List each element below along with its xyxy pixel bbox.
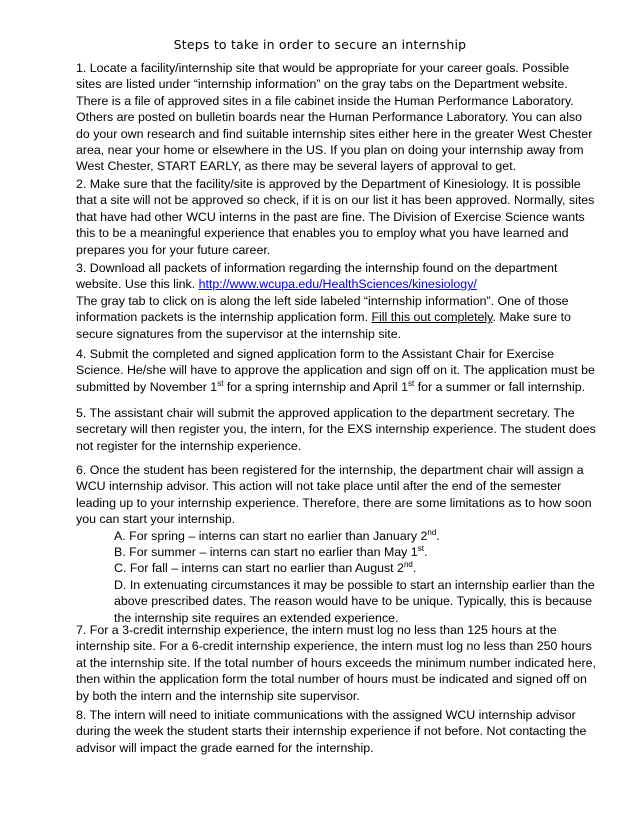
step-8-paragraph xyxy=(76,707,604,756)
step-6-line: 6. Once the student has been registered for the internship, the department chair will assign a xyxy=(76,463,584,477)
ordinal-suffix: st xyxy=(217,378,224,388)
step-3-link-intro: website. Use this link. xyxy=(76,277,199,292)
step-3-paragraph xyxy=(76,260,604,342)
step-1-line: 1. Locate a facility/internship site that would be appropriate for your career goals. Possible xyxy=(76,61,570,75)
ordinal-suffix: nd xyxy=(403,560,413,570)
kinesiology-website-link[interactable]: http://www.wcupa.edu/HealthSciences/kinesiology/ xyxy=(198,277,477,292)
step-1-line: West Chester, START EARLY, as there may be several layers of approval to get. xyxy=(76,159,517,174)
extenuating-item-line: the internship site requires an extended experience. xyxy=(114,610,399,625)
step-7-line: at the internship site. If the total number of hours exceeds the minimum number indicated here, xyxy=(76,655,596,670)
step-4-line: Science. He/she will have to approve the application and sign off on it. The application must be xyxy=(76,363,595,378)
step-3-text: . Make sure to xyxy=(492,310,571,325)
step-7-paragraph xyxy=(76,622,604,704)
extenuating-item-line: above prescribed dates. The reason would have to be unique. Typically, this is because xyxy=(114,594,593,609)
step-8-line: during the week the student starts their internship experience if not before. Not contacting the xyxy=(76,724,587,739)
item-text: A. For spring – interns can start no earlier than January 2 xyxy=(114,528,428,543)
step-8-line: advisor will impact the grade earned for the internship. xyxy=(76,740,374,755)
start-date-item-spring xyxy=(76,528,604,544)
start-date-item-summer xyxy=(76,544,604,560)
item-text: C. For fall – interns can start no earlier than August 2 xyxy=(114,561,404,576)
step-3-line xyxy=(76,276,604,292)
start-date-item-fall xyxy=(76,560,604,576)
step-5-line: 5. The assistant chair will submit the approved application to the department secretary. The xyxy=(76,406,575,420)
item-period: . xyxy=(412,561,417,576)
step-6-line: leading up to your internship experience. Therefore, there are some limitations as to how soon xyxy=(76,495,592,510)
step-8-line: 8. The intern will need to initiate communications with the assigned WCU internship advisor xyxy=(76,708,576,722)
step-2-line: this to be a meaningful experience that enables you to employ what you have learned and xyxy=(76,226,569,241)
step-4-text: for a spring internship and April 1 xyxy=(223,379,409,394)
step-3-line: secure signatures from the supervisor at the internship site. xyxy=(76,326,402,341)
ordinal-suffix: st xyxy=(417,543,424,553)
fill-out-completely-emphasis: Fill this out completely xyxy=(371,310,493,325)
step-2-line: 2. Make sure that the facility/site is approved by the Department of Kinesiology. It is possible xyxy=(76,177,581,191)
step-1-line: area, near your home or elsewhere in the US. If you plan on doing your internship away from xyxy=(76,143,584,158)
step-7-line: by both the intern and the internship site supervisor. xyxy=(76,688,360,703)
step-2-line: that a site will not be approved so check, if it is on our list it has been approved. Normally, sites xyxy=(76,193,595,208)
step-6-paragraph xyxy=(76,462,604,626)
item-period: . xyxy=(423,545,428,560)
step-4-text: for a summer or fall internship. xyxy=(414,379,586,394)
step-3-line xyxy=(76,309,604,325)
step-4-paragraph xyxy=(76,346,604,395)
step-7-line: 7. For a 3-credit internship experience, the intern must log no less than 125 hours at the xyxy=(76,623,557,637)
step-4-line: 4. Submit the completed and signed application form to the Assistant Chair for Exercise xyxy=(76,347,554,361)
step-4-line xyxy=(76,379,604,395)
step-2-line: that have had other WCU interns in the past are fine. The Division of Exercise Science wants xyxy=(76,209,585,224)
step-5-paragraph xyxy=(76,405,604,454)
step-1-line: Others are posted on bulletin boards near the Human Performance Laboratory. You can also xyxy=(76,110,583,125)
step-3-line: 3. Download all packets of information regarding the internship found on the department xyxy=(76,261,558,275)
step-2-paragraph xyxy=(76,176,604,258)
page-title: Steps to take in order to secure an internship xyxy=(173,37,467,52)
step-5-line: not register for the internship experience. xyxy=(76,438,302,453)
step-3-line: The gray tab to click on is along the left side labeled “internship information”. One of those xyxy=(76,293,569,308)
step-6-line: you can start your internship. xyxy=(76,512,236,527)
step-3-text: information packets is the internship application form. xyxy=(76,310,372,325)
step-5-line: secretary will then register you, the intern, for the EXS internship experience. The student does xyxy=(76,422,596,437)
step-1-line: There is a file of approved sites in a file cabinet inside the Human Performance Laboratory. xyxy=(76,93,574,108)
item-period: . xyxy=(436,528,440,543)
ordinal-suffix: nd xyxy=(427,527,437,537)
step-6-line: WCU internship advisor. This action will not take place until after the end of the semester xyxy=(76,479,562,494)
step-7-line: then within the application form the total number of hours must be indicated and signed off on xyxy=(76,672,587,687)
step-1-paragraph xyxy=(76,60,604,175)
step-1-line: sites are listed under “internship information” on the gray tabs on the Department website. xyxy=(76,77,568,92)
step-4-text: submitted by November 1 xyxy=(76,379,218,394)
item-text: B. For summer – interns can start no earlier than May 1 xyxy=(114,545,418,560)
step-7-line: internship site. For a 6-credit internship experience, the intern must log no less than 250 hours xyxy=(76,639,592,654)
step-1-line: do your own research and find suitable internship sites either here in the greater West Chester xyxy=(76,126,593,141)
extenuating-item-line: D. In extenuating circumstances it may be possible to start an internship earlier than the xyxy=(114,577,595,592)
ordinal-suffix: st xyxy=(408,378,415,388)
step-2-line: prepares you for your future career. xyxy=(76,242,271,257)
